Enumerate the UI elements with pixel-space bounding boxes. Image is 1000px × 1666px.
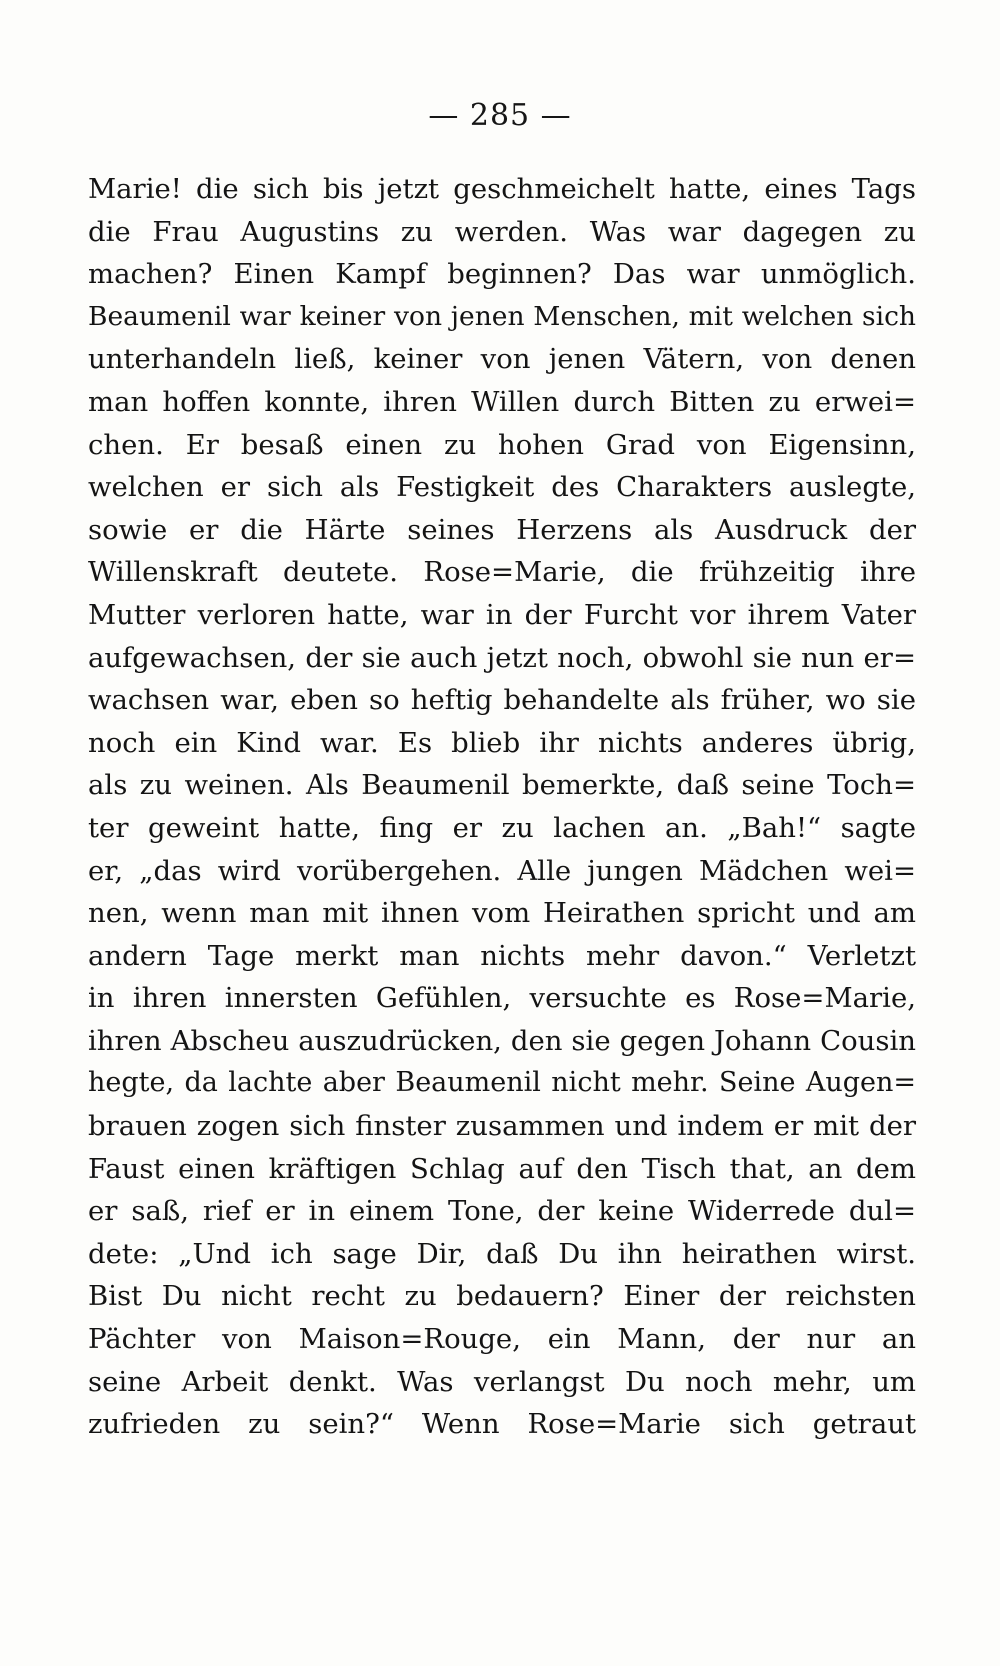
text-line: Pächter von Maison=Rouge, ein Mann, der nur an (88, 1323, 916, 1356)
text-line: Beaumenil war keiner von jenen Menschen, mit welchen sich (88, 300, 916, 332)
text-line: ihren Abscheu auszudrücken, den sie gegen Johann Cousin (88, 1024, 916, 1057)
text-line: machen? Einen Kampf beginnen? Das war unmöglich. (88, 258, 916, 291)
text-line: Mutter verloren hatte, war in der Furcht vor ihrem Vater (88, 598, 916, 631)
text-line: brauen zogen sich finster zusammen und indem er mit der (88, 1110, 916, 1143)
text-line: Bist Du nicht recht zu bedauern? Einer der reichsten (88, 1280, 916, 1313)
text-line: wachsen war, eben so heftig behandelte als früher, wo sie (88, 684, 916, 717)
text-line: in ihren innersten Gefühlen, versuchte es Rose=Marie, (88, 982, 916, 1015)
text-line: nen, wenn man mit ihnen vom Heirathen spricht und am (88, 897, 916, 930)
text-line: aufgewachsen, der sie auch jetzt noch, obwohl sie nun er= (88, 641, 916, 674)
text-line: er saß, rief er in einem Tone, der keine Widerrede dul= (88, 1195, 916, 1228)
text-line: Faust einen kräftigen Schlag auf den Tisch that, an dem (88, 1152, 916, 1185)
page-number: — 285 — (428, 98, 572, 133)
text-line: als zu weinen. Als Beaumenil bemerkte, daß seine Toch= (88, 769, 916, 802)
text-line: man hoffen konnte, ihren Willen durch Bitten zu erwei= (88, 385, 916, 418)
text-line: noch ein Kind war. Es blieb ihr nichts anderes übrig, (88, 726, 916, 759)
text-line: ter geweint hatte, fing er zu lachen an. „Bah!“ sagte (88, 811, 916, 844)
text-line: unterhandeln ließ, keiner von jenen Vätern, von denen (88, 343, 916, 376)
text-line: sowie er die Härte seines Herzens als Ausdruck der (88, 513, 916, 546)
text-line: die Frau Augustins zu werden. Was war dagegen zu (88, 215, 916, 248)
body-text (88, 168, 916, 1446)
text-line: Marie! die sich bis jetzt geschmeichelt hatte, eines Tags (88, 173, 916, 205)
text-line: chen. Er besaß einen zu hohen Grad von Eigensinn, (88, 428, 916, 461)
text-line: er, „das wird vorübergehen. Alle jungen Mädchen wei= (88, 854, 916, 887)
text-line: dete: „Und ich sage Dir, daß Du ihn heirathen wirst. (88, 1237, 916, 1270)
text-line: Willenskraft deutete. Rose=Marie, die frühzeitig ihre (88, 556, 916, 589)
text-line: andern Tage merkt man nichts mehr davon.“ Verletzt (88, 939, 916, 972)
text-line: hegte, da lachte aber Beaumenil nicht mehr. Seine Augen= (88, 1067, 916, 1099)
text-line: zufrieden zu sein?“ Wenn Rose=Marie sich getraut (88, 1408, 916, 1441)
text-line: welchen er sich als Festigkeit des Charakters auslegte, (88, 471, 916, 504)
text-line: seine Arbeit denkt. Was verlangst Du noch mehr, um (88, 1365, 916, 1398)
